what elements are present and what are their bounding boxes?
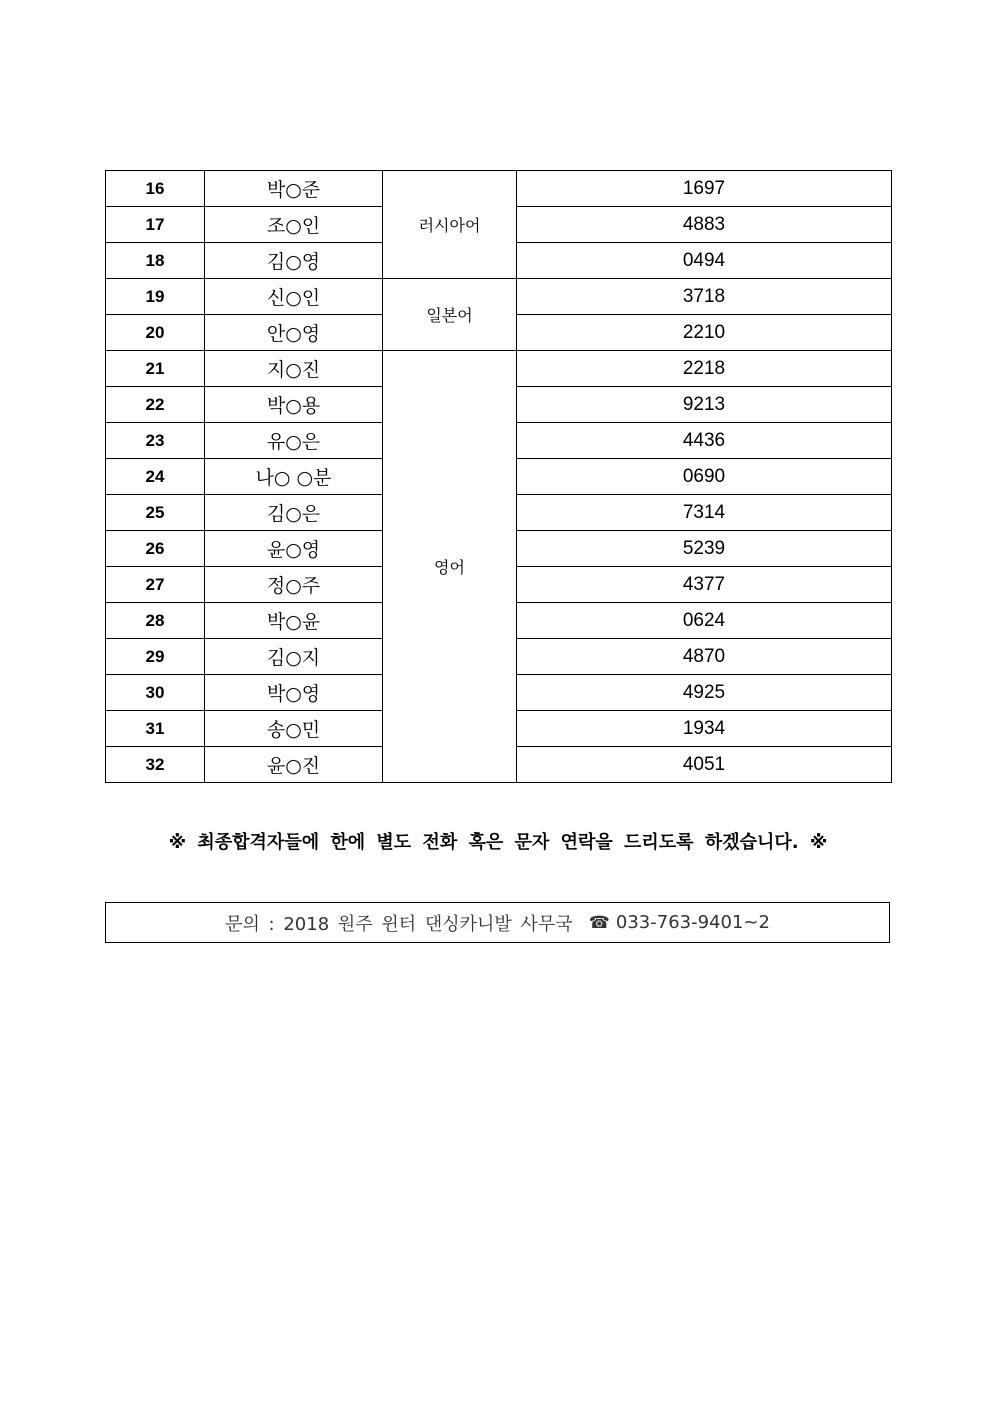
phone-digits: 1934 (517, 711, 892, 747)
applicant-name: 김○지 (205, 639, 383, 675)
language-japanese: 일본어 (383, 279, 517, 351)
phone-digits: 4051 (517, 747, 892, 783)
row-number: 29 (106, 639, 205, 675)
phone-digits: 0690 (517, 459, 892, 495)
row-number: 31 (106, 711, 205, 747)
applicant-name: 송○민 (205, 711, 383, 747)
row-number: 30 (106, 675, 205, 711)
phone-digits: 2218 (517, 351, 892, 387)
row-number: 25 (106, 495, 205, 531)
applicant-name: 윤○진 (205, 747, 383, 783)
row-number: 19 (106, 279, 205, 315)
applicant-name: 신○인 (205, 279, 383, 315)
applicant-name: 유○은 (205, 423, 383, 459)
contact-box (105, 902, 890, 943)
phone-digits: 2210 (517, 315, 892, 351)
applicant-name: 지○진 (205, 351, 383, 387)
row-number: 32 (106, 747, 205, 783)
contact-label: 문의 : 2018 원주 윈터 댄싱카니발 사무국 (225, 913, 573, 935)
table-row (106, 351, 892, 387)
phone-digits: 0494 (517, 243, 892, 279)
applicant-name: 박○영 (205, 675, 383, 711)
phone-digits: 4925 (517, 675, 892, 711)
notice-text: ※ 최종합격자들에 한에 별도 전화 혹은 문자 연락을 드리도록 하겠습니다. ※ (168, 832, 828, 853)
applicant-name: 김○은 (205, 495, 383, 531)
applicant-name: 박○윤 (205, 603, 383, 639)
phone-digits: 0624 (517, 603, 892, 639)
phone-digits: 9213 (517, 387, 892, 423)
applicant-name: 박○준 (205, 171, 383, 207)
applicant-name: 윤○영 (205, 531, 383, 567)
applicant-name: 정○주 (205, 567, 383, 603)
phone-digits: 7314 (517, 495, 892, 531)
applicant-name: 김○영 (205, 243, 383, 279)
row-number: 16 (106, 171, 205, 207)
phone-digits: 1697 (517, 171, 892, 207)
phone-digits: 4870 (517, 639, 892, 675)
phone-digits: 3718 (517, 279, 892, 315)
applicant-name: 안○영 (205, 315, 383, 351)
applicant-name: 조○인 (205, 207, 383, 243)
row-number: 22 (106, 387, 205, 423)
phone-digits: 4436 (517, 423, 892, 459)
phone-icon: ☎ (588, 912, 610, 933)
row-number: 20 (106, 315, 205, 351)
results-table (105, 170, 892, 783)
row-number: 17 (106, 207, 205, 243)
row-number: 28 (106, 603, 205, 639)
row-number: 24 (106, 459, 205, 495)
language-english: 영어 (383, 351, 517, 783)
phone-digits: 4883 (517, 207, 892, 243)
applicant-name: 박○용 (205, 387, 383, 423)
applicant-name: 나○ ○분 (205, 459, 383, 495)
language-russian: 러시아어 (383, 171, 517, 279)
table-row (106, 171, 892, 207)
table-row (106, 279, 892, 315)
row-number: 26 (106, 531, 205, 567)
contact-phone: 033-763-9401~2 (615, 912, 770, 933)
row-number: 27 (106, 567, 205, 603)
row-number: 18 (106, 243, 205, 279)
phone-digits: 5239 (517, 531, 892, 567)
row-number: 21 (106, 351, 205, 387)
phone-digits: 4377 (517, 567, 892, 603)
row-number: 23 (106, 423, 205, 459)
